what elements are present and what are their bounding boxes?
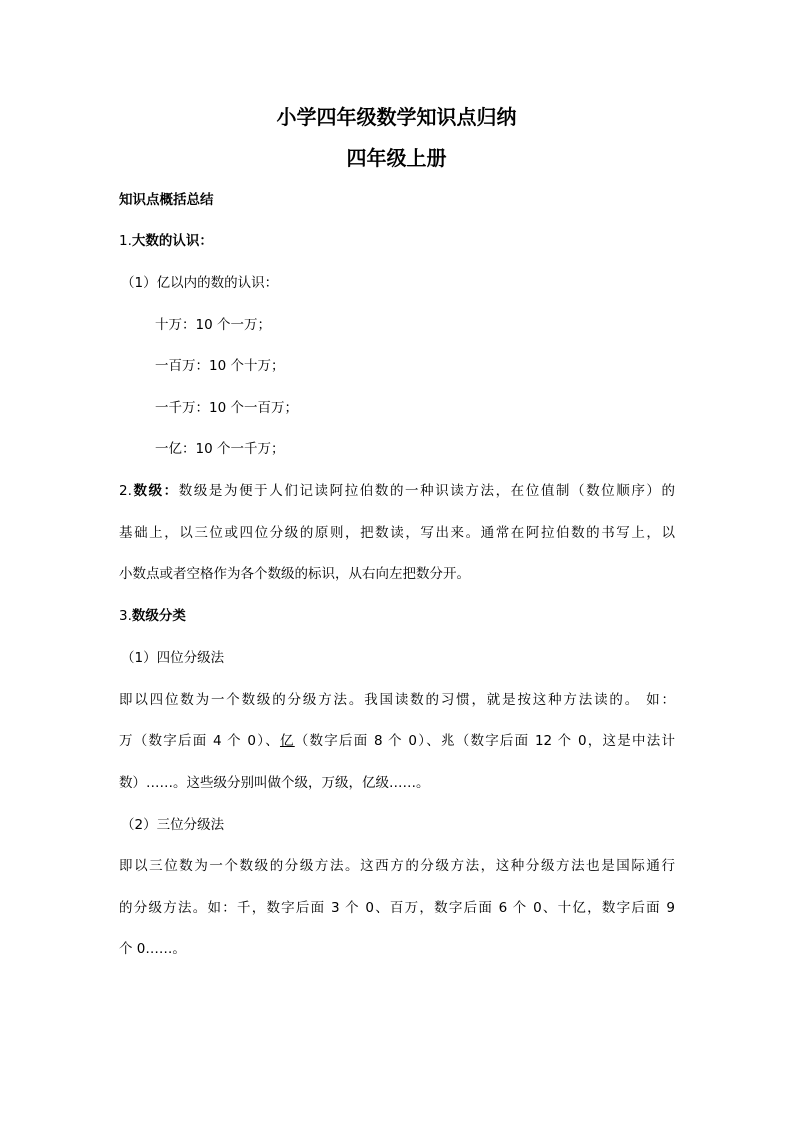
list-item: 一百万：10 个十万；: [155, 358, 285, 374]
heading-number: 1.: [119, 233, 132, 249]
underlined-term: 亿: [279, 733, 295, 749]
list-item: 一亿：10 个一千万；: [155, 441, 285, 457]
list-item: 一千万：10 个一百万；: [155, 400, 298, 416]
paragraph-line: 的分级方法。如：千，数字后面 3 个 0、百万，数字后面 6 个 0、十亿，数字后面 9: [119, 900, 675, 916]
paragraph-line: [119, 732, 675, 750]
heading-number: 3.: [119, 608, 132, 624]
paragraph-line: 即以三位数为一个数级的分级方法。这西方的分级方法，这种分级方法也是国际通行: [119, 858, 675, 874]
list-item: 十万：10 个一万；: [155, 317, 271, 333]
paragraph-line: 基础上，以三位或四位分级的原则，把数读，写出来。通常在阿拉伯数的书写上，以: [119, 525, 675, 541]
heading-3: [119, 607, 186, 625]
document-title: 小学四年级数学知识点归纳: [276, 105, 517, 129]
section-heading: 知识点概括总结: [119, 192, 214, 208]
document-subtitle: 四年级上册: [346, 146, 447, 170]
subheading: （2）三位分级法: [121, 817, 225, 833]
heading-1: [119, 232, 213, 250]
paragraph-text: （数字后面 8 个 0）、兆（数字后面 12 个 0，这是中法计: [294, 733, 675, 749]
paragraph-line: [119, 482, 675, 500]
subheading: （1）亿以内的数的认识：: [121, 275, 279, 291]
heading-number: 2.: [119, 483, 132, 499]
paragraph-line: 个 0……。: [119, 941, 186, 957]
paragraph-line: 即以四位数为一个数级的分级方法。我国读数的习惯，就是按这种方法读的。 如：: [119, 692, 675, 708]
paragraph-text: 万（数字后面 4 个 0）、: [119, 733, 280, 749]
paragraph-line: 数）……。这些级分别叫做个级，万级，亿级……。: [119, 775, 430, 791]
term: 数级：: [131, 483, 179, 499]
paragraph-text: 数级是为便于人们记读阿拉伯数的一种识读方法，在位值制（数位顺序）的: [178, 483, 676, 499]
heading-text: 数级分类: [131, 608, 186, 624]
paragraph-line: 小数点或者空格作为各个数级的标识，从右向左把数分开。: [119, 566, 470, 582]
subheading: （1）四位分级法: [121, 650, 225, 666]
heading-text: 大数的认识：: [131, 233, 213, 249]
